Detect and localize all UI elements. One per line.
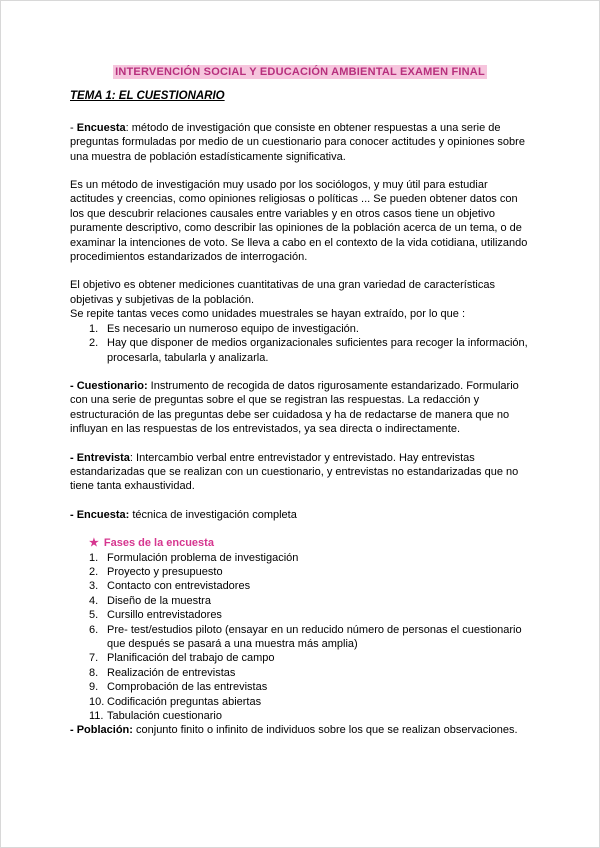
requirements-item [89, 336, 530, 365]
fases-item-text: Tabulación cuestionario [107, 710, 222, 723]
fases-item-text: Diseño de la muestra [107, 594, 211, 607]
fases-item [89, 579, 530, 593]
fases-item-text: Comprobación de las entrevistas [107, 681, 268, 694]
definition-encuesta-text: : método de investigación que consiste en obtener respuestas a una serie de preguntas formuladas por medio de un cuestionario para conocer actitudes y opiniones sobre una muestra de población estadísticamente significativa. [70, 121, 525, 163]
fases-item [89, 551, 530, 565]
definition-entrevista-text: : Intercambio verbal entre entrevistador y entrevistado. Hay entrevistas estandarizadas que se realizan con un cuestionario, y entrevistas no estandarizadas que no tiene tanta exhaustividad. [70, 451, 519, 493]
fases-item [89, 623, 530, 652]
document-title: INTERVENCIÓN SOCIAL Y EDUCACIÓN AMBIENTAL EXAMEN FINAL [115, 66, 485, 78]
list-number [89, 666, 107, 680]
list-number [89, 695, 107, 709]
fases-item-text: Proyecto y presupuesto [107, 565, 223, 578]
definition-entrevista [70, 451, 530, 494]
list-number [89, 608, 107, 622]
term-encuesta-2: - Encuesta: [70, 508, 130, 521]
fases-item [89, 651, 530, 665]
fases-item-text: Contacto con entrevistadores [107, 580, 251, 593]
fases-item [89, 680, 530, 694]
term-cuestionario: - Cuestionario: [70, 379, 148, 392]
star-icon: ★ [89, 537, 99, 550]
fases-item [89, 565, 530, 579]
requirements-item-text: Es necesario un numeroso equipo de investigación. [107, 322, 359, 335]
section-heading: TEMA 1: EL CUESTIONARIO [70, 90, 225, 103]
definition-cuestionario [70, 379, 530, 437]
fases-subheading [70, 536, 530, 550]
fases-subheading-text: Fases de la encuesta [103, 537, 214, 550]
fases-item [89, 594, 530, 608]
fases-list [70, 551, 530, 724]
list-number [89, 336, 107, 365]
definition-encuesta [70, 121, 530, 164]
fases-item-text: Cursillo entrevistadores [107, 609, 222, 622]
list-number [89, 651, 107, 665]
definition-encuesta-2-text: técnica de investigación completa [129, 508, 297, 521]
list-number [89, 579, 107, 593]
term-encuesta: Encuesta [76, 121, 126, 134]
fases-item-text: Formulación problema de investigación [107, 551, 299, 564]
document-title-row [70, 65, 530, 79]
fases-item-text: Codificación preguntas abiertas [107, 695, 262, 708]
term-poblacion: - Población: [70, 724, 133, 737]
fases-item [89, 608, 530, 622]
list-number [89, 594, 107, 608]
definition-poblacion [70, 723, 530, 737]
dash-prefix: - [70, 121, 77, 134]
fases-item [89, 666, 530, 680]
paragraph-method: Es un método de investigación muy usado por los sociólogos, y muy útil para estudiar actitudes y creencias, como opiniones religiosas o políticas ... Se pueden obtener datos con los que descubrir relaciones causales entre variables y en otros casos tiene un objetivo puramente descriptivo, como describir las opiniones de la población acerca de un tema, o de examinar la intenciones de voto. Se lleva a cabo en el contexto de la vida cotidiana, utilizando procedimientos estandarizados de interrogación. [70, 179, 528, 264]
definition-cuestionario-text: Instrumento de recogida de datos rigurosamente estandarizado. Formulario con una serie de preguntas sobre el que se registran las respuestas. La redacción y estructuración de las preguntas debe ser cuidadosa y ha de redactarse de manera que no influyan en las respuestas de los entrevistados, ya sea directa o indirectamente. [70, 379, 519, 436]
definition-encuesta-2 [70, 508, 530, 522]
term-entrevista: - Entrevista [70, 451, 130, 464]
list-number [89, 565, 107, 579]
fases-item-text: Planificación del trabajo de campo [107, 652, 275, 665]
list-number [89, 623, 107, 652]
fases-item [89, 695, 530, 709]
fases-item-text: Realización de entrevistas [107, 666, 236, 679]
definition-poblacion-text: conjunto finito o infinito de individuos sobre los que se realizan observaciones. [132, 724, 518, 737]
list-number [89, 709, 107, 723]
list-number [89, 680, 107, 694]
requirements-item-text: Hay que disponer de medios organizacionales suficientes para recoger la información, procesarla, tabularla y analizarla. [107, 337, 528, 364]
requirements-item [89, 322, 530, 336]
requirements-list [70, 322, 530, 365]
paragraph-objective: El objetivo es obtener mediciones cuantitativas de una gran variedad de características objetivas y subjetivas de la población. [70, 279, 495, 306]
fases-item-text: Pre- test/estudios piloto (ensayar en un reducido número de personas el cuestionario que después se pasará a una muestra más amplia) [107, 623, 522, 650]
list-number [89, 322, 107, 336]
fases-item [89, 709, 530, 723]
list-number [89, 551, 107, 565]
paragraph-repeat: Se repite tantas veces como unidades muestrales se hayan extraído, por lo que : [70, 308, 466, 321]
